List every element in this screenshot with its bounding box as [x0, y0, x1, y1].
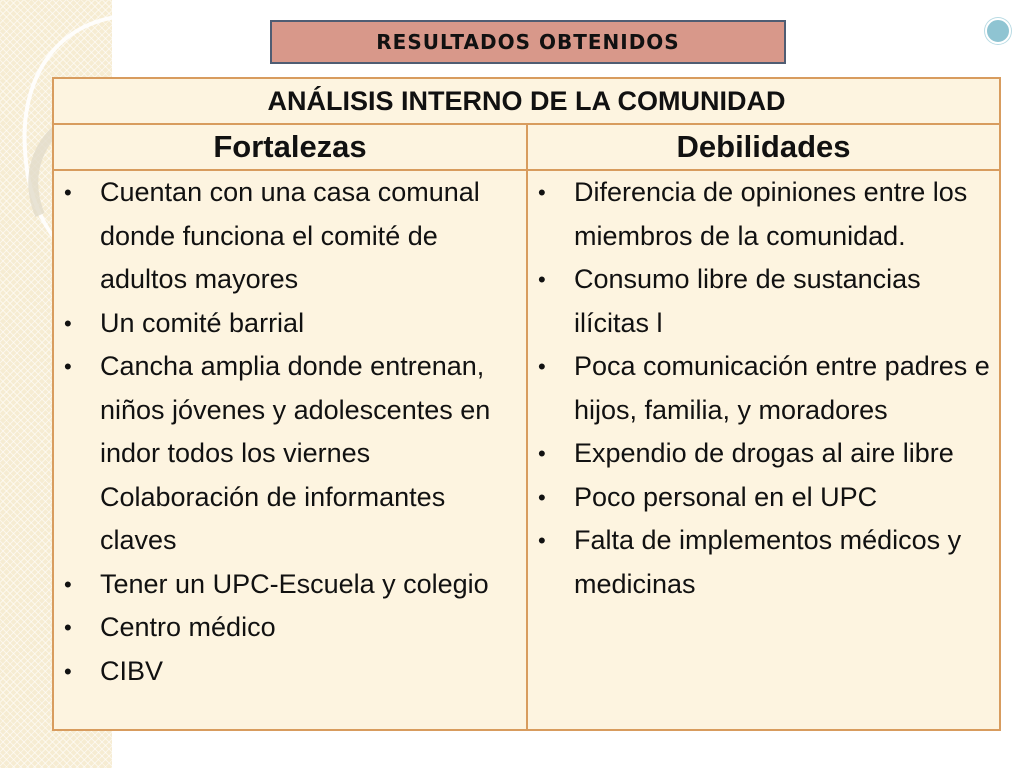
decorative-dot: [985, 18, 1011, 44]
bullet-icon: •: [64, 658, 72, 684]
table-title: ANÁLISIS INTERNO DE LA COMUNIDAD: [54, 79, 999, 125]
bullet-icon: •: [538, 354, 546, 379]
debilidades-list: [532, 171, 998, 606]
header-debilidades: Debilidades: [676, 129, 851, 164]
list-item: • Un comité barrial: [58, 302, 520, 346]
list-item: • CIBV: [58, 650, 520, 694]
bullet-icon: •: [64, 310, 72, 336]
bullet-icon: •: [64, 571, 72, 597]
header-fortalezas: Fortalezas: [213, 129, 367, 164]
list-item: • Expendio de drogas al aire libre: [532, 432, 998, 476]
bullet-icon: •: [64, 180, 72, 205]
list-item: • Tener un UPC-Escuela y colegio: [58, 563, 520, 607]
analysis-table: [52, 77, 1001, 731]
bullet-icon: •: [538, 441, 546, 466]
list-item: • Centro médico: [58, 606, 520, 650]
list-item: • Consumo libre de sustancias ilícitas l: [532, 258, 998, 345]
column-divider: [526, 125, 528, 729]
list-item: • Poco personal en el UPC: [532, 476, 998, 520]
fortalezas-list: [58, 171, 520, 693]
slide-title: RESULTADOS OBTENIDOS: [270, 20, 786, 64]
bullet-icon: •: [538, 180, 546, 205]
bullet-icon: •: [538, 484, 546, 510]
bullet-icon: •: [64, 615, 72, 640]
list-item: • Cancha amplia donde entrenan, niños jóvenes y adolescentes en indor todos los viernes Colaboración de informantes claves: [58, 345, 520, 563]
list-item: • Poca comunicación entre padres e hijos, familia, y moradores: [532, 345, 998, 432]
bullet-icon: •: [538, 267, 546, 292]
list-item: • Cuentan con una casa comunal donde funciona el comité de adultos mayores: [58, 171, 520, 302]
bullet-icon: •: [64, 354, 72, 379]
list-item: • Falta de implementos médicos y medicinas: [532, 519, 998, 606]
list-item: • Diferencia de opiniones entre los miembros de la comunidad.: [532, 171, 998, 258]
bullet-icon: •: [538, 528, 546, 553]
